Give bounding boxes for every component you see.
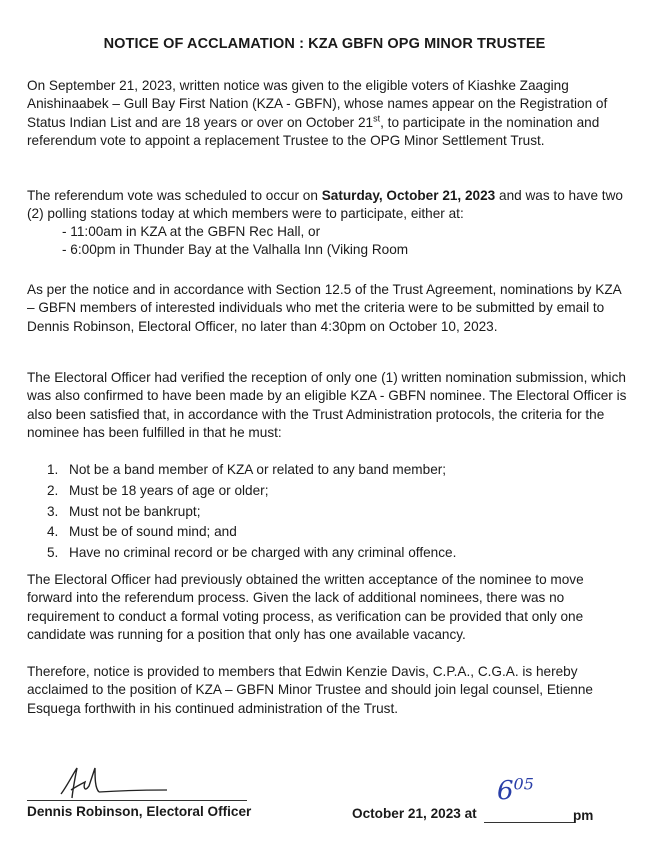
signature-date: October 21, 2023 at: [352, 806, 477, 821]
paragraph-notice-text-end: , to participate in the nomination and referendum vote to appoint a replacement Trustee to the OPG Minor Settlement Trust.: [27, 114, 600, 149]
time-suffix: pm: [573, 808, 594, 823]
criteria-number: 2.: [47, 482, 59, 498]
criteria-number: 5.: [47, 545, 59, 561]
signatory-name: Dennis Robinson, Electoral Officer: [27, 804, 252, 819]
paragraph-acceptance: The Electoral Officer had previously obtained the written acceptance of the nominee to move forward into the referendum process. Given the lack of additional nominees, there was no requirement to conduct a formal voting process, as verification can be provided that only one candidate was running for a position that only has one available vacancy.: [27, 572, 584, 643]
handwritten-time: [497, 776, 534, 806]
polling-station-item: - 6:00pm in Thunder Bay at the Valhalla Inn (Viking Room: [62, 242, 409, 258]
criteria-number: 1.: [47, 462, 59, 477]
paragraph-notice-text: On September 21, 2023, written notice was given to the eligible voters of Kiashke Zaaging Anishinaabek – Gull Bay First Nation (KZA - GBFN), whose names appear on the Registration of Status Indian List and are 18 years or over on October 21: [27, 78, 608, 130]
time-line: [484, 822, 574, 823]
paragraph-verification: The Electoral Officer had verified the reception of only one (1) written nomination submission, which was also confirmed to have been made by an eligible KZA - GBFN nominee. The Electoral Officer is also been satisfied that, in accordance with the Trust Administration protocols, the criteria for the nominee has been fulfilled in that he must:: [27, 370, 627, 441]
signature-line: [27, 800, 247, 801]
criteria-text: Must be 18 years of age or older;: [69, 482, 269, 498]
paragraph-referendum: [27, 187, 627, 224]
criteria-number: 3.: [47, 503, 59, 519]
ordinal-suffix: st: [373, 113, 381, 124]
referendum-date: Saturday, October 21, 2023: [321, 188, 496, 203]
criteria-text: Not be a band member of KZA or related to any band member;: [69, 462, 447, 477]
polling-station-item: - 11:00am in KZA at the GBFN Rec Hall, or: [62, 224, 321, 239]
handwritten-minutes: 05: [513, 774, 534, 794]
document-title: NOTICE OF ACCLAMATION : KZA GBFN OPG MINOR TRUSTEE: [103, 36, 546, 52]
paragraph-nominations: As per the notice and in accordance with Section 12.5 of the Trust Agreement, nominations by KZA – GBFN members of interested individuals who met the criteria were to be submitted by email to Dennis Robinson, Electoral Officer, no later than 4:30pm on October 10, 2023.: [27, 282, 621, 334]
criteria-item: [27, 460, 456, 481]
criteria-text: Must not be bankrupt;: [69, 503, 201, 519]
handwritten-signature: [55, 760, 175, 802]
criteria-number: 4.: [47, 524, 59, 540]
criteria-list: [27, 460, 456, 564]
referendum-text-start: The referendum vote was scheduled to occur on: [27, 188, 322, 203]
criteria-item: [27, 502, 456, 523]
criteria-text: Have no criminal record or be charged with any criminal offence.: [69, 545, 457, 561]
paragraph-notice: [27, 77, 627, 151]
criteria-item: [27, 522, 456, 543]
referendum-text-end: and was to have two (2) polling stations today at which members were to participate, either at:: [27, 188, 623, 222]
criteria-text: Must be of sound mind; and: [69, 524, 237, 540]
paragraph-acclamation: Therefore, notice is provided to members that Edwin Kenzie Davis, C.P.A., C.G.A. is hereby acclaimed to the position of KZA – GBFN Minor Trustee and should join legal counsel, Etienne Esquega forthwith in his continued administration of the Trust.: [27, 664, 593, 716]
criteria-item: [27, 481, 456, 502]
handwritten-hour: 6: [497, 776, 514, 806]
polling-stations-list: [62, 223, 408, 260]
criteria-item: [27, 543, 456, 564]
